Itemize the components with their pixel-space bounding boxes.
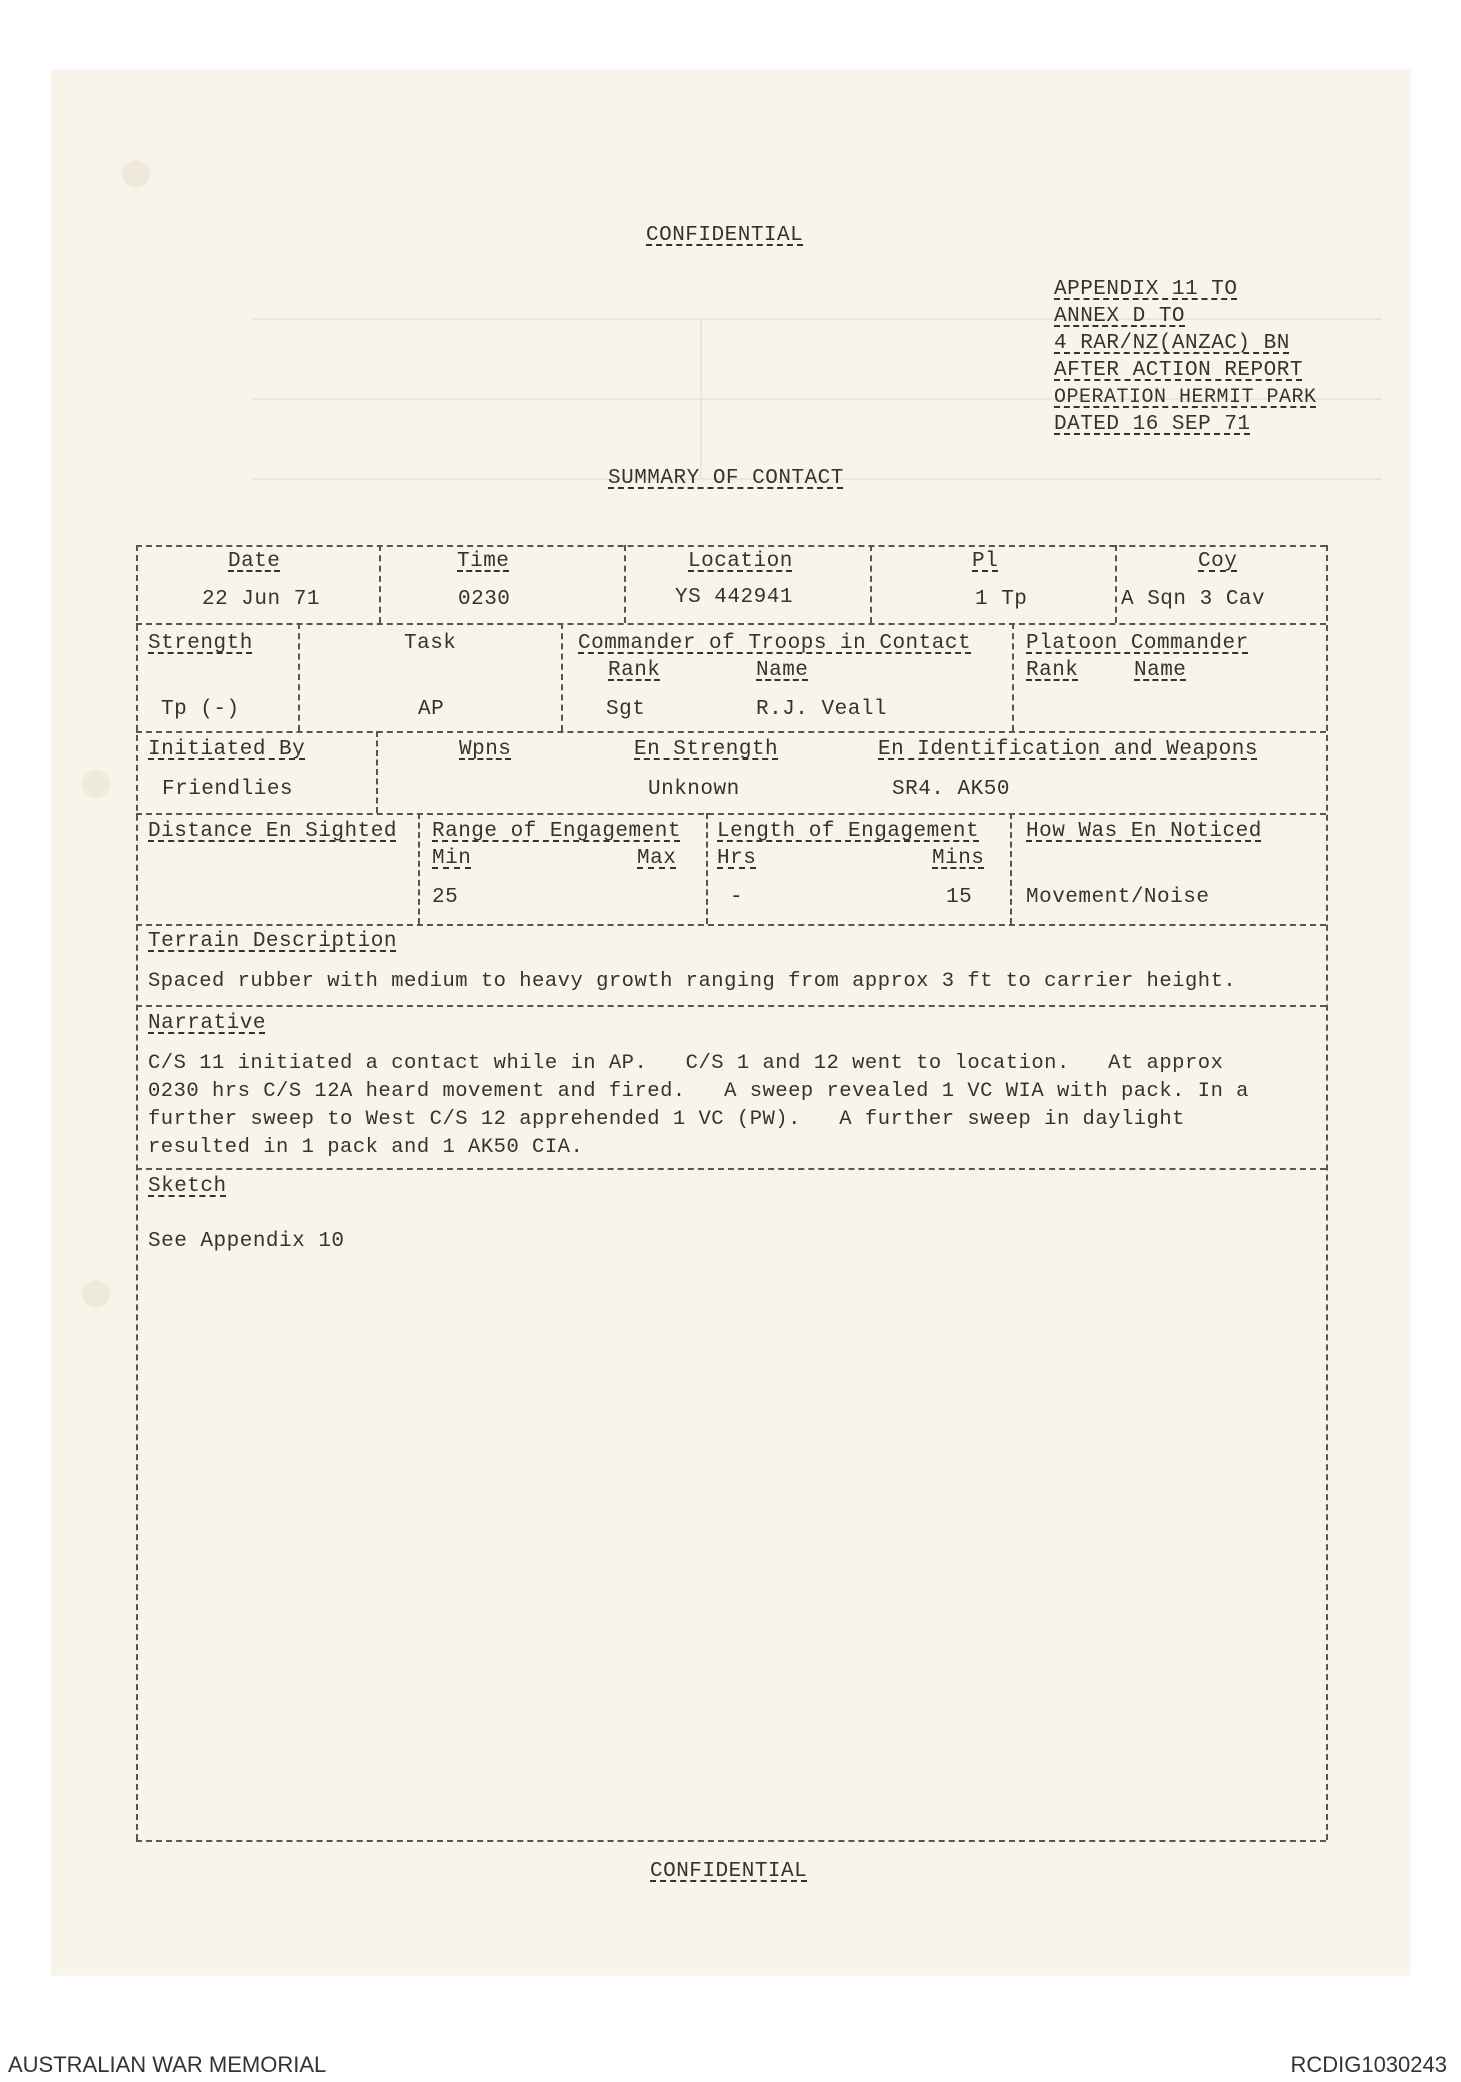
- initiated-value: Friendlies: [162, 778, 294, 801]
- range-max-label: Max: [637, 847, 677, 870]
- location-value: YS 442941: [675, 586, 793, 609]
- strength-value: Tp (-): [161, 698, 240, 721]
- date-label: Date: [228, 550, 281, 573]
- length-label: Length of Engagement: [717, 820, 980, 843]
- form-rule: [1012, 623, 1014, 731]
- form-rule: [376, 731, 378, 813]
- page-title: SUMMARY OF CONTACT: [608, 467, 844, 490]
- terrain-text: Spaced rubber with medium to heavy growth ranging from approx 3 ft to carrier height.: [148, 970, 1237, 993]
- commander-label: Commander of Troops in Contact: [578, 632, 972, 655]
- length-mins-label: Mins: [932, 847, 985, 870]
- initiated-label: Initiated By: [148, 738, 306, 761]
- company-label: Coy: [1198, 550, 1238, 573]
- time-label: Time: [457, 550, 510, 573]
- commander-name: R.J. Veall: [756, 698, 888, 721]
- form-rule: [298, 623, 300, 731]
- distance-sighted-label: Distance En Sighted: [148, 820, 397, 843]
- platoon-name-label: Name: [1134, 659, 1187, 682]
- form-rule: [418, 813, 420, 924]
- strength-label: Strength: [148, 632, 253, 655]
- form-rule: [706, 813, 708, 924]
- classification-bottom: CONFIDENTIAL: [650, 1860, 808, 1883]
- commander-name-label: Name: [756, 659, 809, 682]
- narrative-label: Narrative: [148, 1012, 266, 1035]
- form-rule: [136, 1005, 1326, 1007]
- paper-blemish: [82, 770, 110, 798]
- enemy-identification-value: SR4. AK50: [892, 778, 1010, 801]
- sketch-text: See Appendix 10: [148, 1230, 345, 1253]
- location-label: Location: [688, 550, 793, 573]
- reference-line: ANNEX D TO: [1054, 305, 1186, 328]
- reference-line: 4 RAR/NZ(ANZAC) BN: [1054, 332, 1290, 355]
- form-rule: [624, 545, 626, 623]
- company-value: A Sqn 3 Cav: [1121, 588, 1266, 611]
- reference-line: DATED 16 SEP 71: [1054, 413, 1251, 436]
- enemy-identification-label: En Identification and Weapons: [878, 738, 1258, 761]
- weapons-label: Wpns: [459, 738, 512, 761]
- commander-rank: Sgt: [606, 698, 646, 721]
- platoon-rank-label: Rank: [1026, 659, 1079, 682]
- show-through-line: [700, 320, 702, 480]
- range-min-label: Min: [432, 847, 472, 870]
- form-rule: [561, 623, 563, 731]
- form-rule: [136, 1840, 1326, 1842]
- platoon-label: Pl: [972, 550, 999, 573]
- form-rule: [136, 623, 1326, 625]
- footer-archive-name: AUSTRALIAN WAR MEMORIAL: [8, 2052, 327, 2077]
- paper-blemish: [122, 160, 150, 188]
- reference-line: AFTER ACTION REPORT: [1054, 359, 1303, 382]
- form-rule: [1326, 545, 1328, 1840]
- commander-rank-label: Rank: [608, 659, 661, 682]
- range-label: Range of Engagement: [432, 820, 681, 843]
- reference-line: APPENDIX 11 TO: [1054, 278, 1238, 301]
- task-value: AP: [418, 698, 445, 721]
- form-rule: [136, 545, 1326, 547]
- footer-record-id: RCDIG1030243: [1290, 2052, 1447, 2077]
- form-rule: [1010, 813, 1012, 924]
- form-rule: [136, 813, 1326, 815]
- paper-blemish: [82, 1280, 110, 1308]
- form-rule: [136, 731, 1326, 733]
- sketch-label: Sketch: [148, 1175, 227, 1198]
- narrative-line: further sweep to West C/S 12 apprehended 1 VC (PW). A further sweep in daylight: [148, 1108, 1185, 1131]
- form-rule: [136, 545, 138, 1840]
- length-hrs-label: Hrs: [717, 847, 757, 870]
- form-rule: [379, 545, 381, 623]
- range-min-value: 25: [432, 886, 459, 909]
- form-rule: [136, 924, 1326, 926]
- enemy-strength-value: Unknown: [648, 778, 740, 801]
- platoon-value: 1 Tp: [975, 588, 1028, 611]
- enemy-strength-label: En Strength: [634, 738, 779, 761]
- date-value: 22 Jun 71: [202, 588, 320, 611]
- narrative-line: resulted in 1 pack and 1 AK50 CIA.: [148, 1136, 584, 1159]
- narrative-text: [148, 1050, 1249, 1162]
- noticed-label: How Was En Noticed: [1026, 820, 1262, 843]
- classification-top: CONFIDENTIAL: [646, 224, 804, 247]
- form-rule: [136, 1168, 1326, 1170]
- reference-line: OPERATION HERMIT PARK: [1054, 386, 1317, 409]
- terrain-label: Terrain Description: [148, 930, 397, 953]
- form-rule: [1115, 545, 1117, 623]
- noticed-value: Movement/Noise: [1026, 886, 1210, 909]
- length-mins-value: 15: [946, 886, 973, 909]
- length-hrs-value: -: [730, 886, 744, 909]
- form-rule: [870, 545, 872, 623]
- narrative-line: C/S 11 initiated a contact while in AP. C/S 1 and 12 went to location. At approx: [148, 1052, 1224, 1075]
- platoon-commander-label: Platoon Commander: [1026, 632, 1249, 655]
- task-label: Task: [404, 632, 457, 655]
- document-page: [52, 70, 1410, 1975]
- narrative-line: 0230 hrs C/S 12A heard movement and fired. A sweep revealed 1 VC WIA with pack. In a: [148, 1080, 1249, 1103]
- reference-block: [1054, 276, 1317, 438]
- time-value: 0230: [458, 588, 511, 611]
